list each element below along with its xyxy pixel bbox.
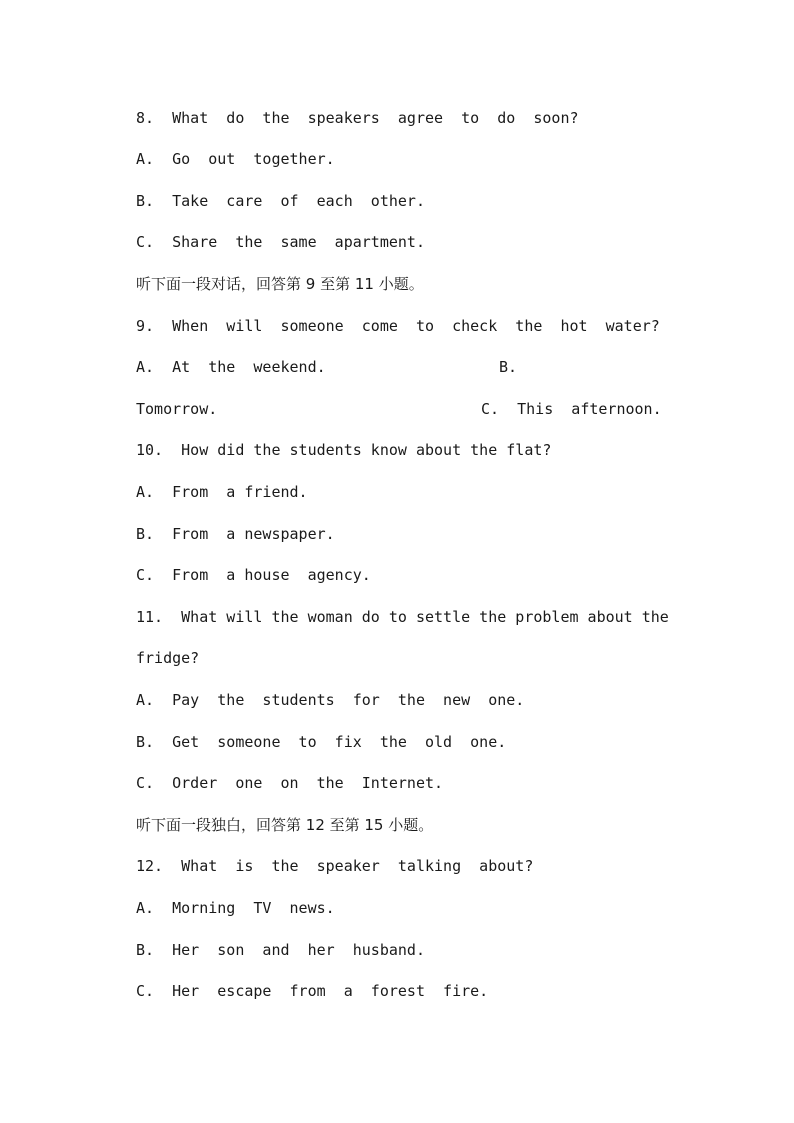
q12-option-b: B. Her son and her husband. — [136, 941, 425, 959]
q11-option-c: C. Order one on the Internet. — [136, 774, 444, 792]
q8-option-a: A. Go out together. — [136, 150, 335, 168]
q10-option-b: B. From a newspaper. — [136, 525, 335, 543]
q12-option-a: A. Morning TV news. — [136, 899, 335, 917]
q8-option-b: B. Take care of each other. — [136, 192, 425, 210]
q9-option-a: A. At the weekend. — [136, 358, 326, 376]
q10-option-a: A. From a friend. — [136, 483, 308, 501]
instruction-9-11: 听下面一段对话，回答第 9 至第 11 小题。 — [136, 275, 424, 293]
q12-option-c: C. Her escape from a forest fire. — [136, 982, 489, 1000]
question-12: 12. What is the speaker talking about? — [136, 857, 534, 875]
question-8: 8. What do the speakers agree to do soon? — [136, 109, 579, 127]
question-10: 10. How did the students know about the flat? — [136, 441, 552, 459]
q9-option-c: C. This afternoon. — [481, 400, 662, 418]
question-9: 9. When will someone come to check the hot water? — [136, 317, 660, 335]
q9-option-b-letter: B. — [499, 358, 518, 376]
q8-option-c: C. Share the same apartment. — [136, 233, 425, 251]
instruction-12-15: 听下面一段独白，回答第 12 至第 15 小题。 — [136, 816, 434, 834]
q11-option-a: A. Pay the students for the new one. — [136, 691, 525, 709]
q10-option-c: C. From a house agency. — [136, 566, 371, 584]
q11-option-b: B. Get someone to fix the old one. — [136, 733, 507, 751]
question-11-line-2: fridge? — [136, 649, 200, 667]
question-11-line-1: 11. What will the woman do to settle the problem about the — [136, 608, 669, 626]
q9-option-b-text: Tomorrow. — [136, 400, 218, 418]
